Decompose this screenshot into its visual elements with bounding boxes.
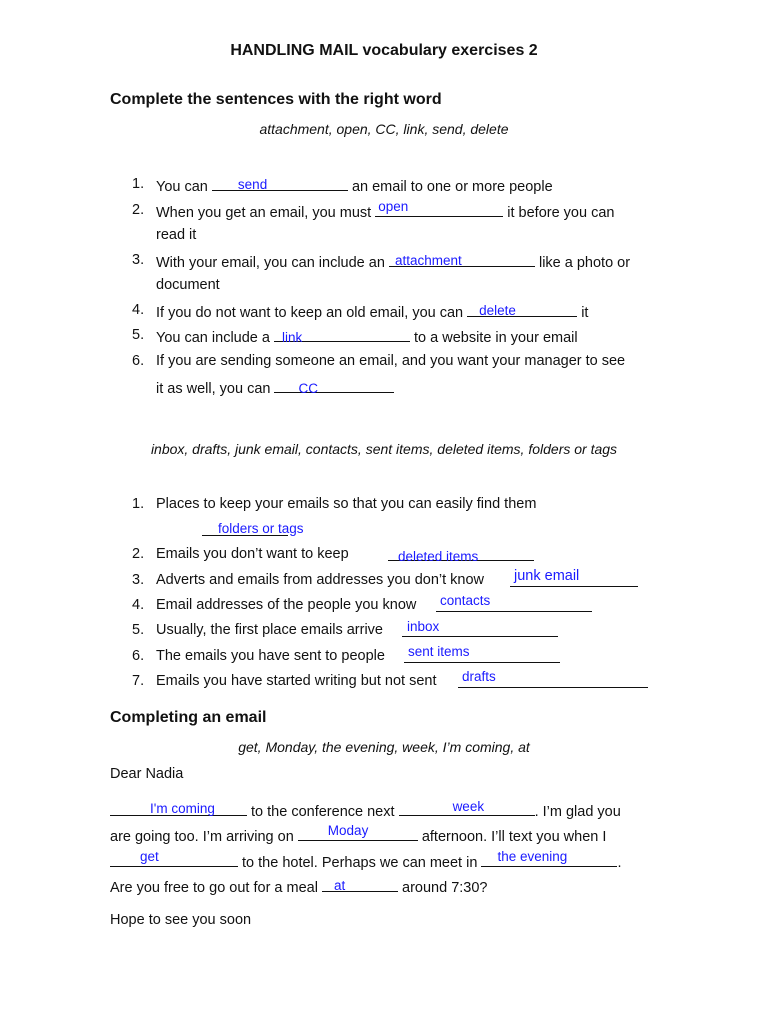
answer-blank[interactable] xyxy=(467,302,577,317)
section2-word-bank: inbox, drafts, junk email, contacts, sent items, deleted items, folders or tags xyxy=(150,441,618,457)
answer-text: delete xyxy=(479,303,516,318)
exercise-line-cont: document xyxy=(156,277,220,293)
answer-blank[interactable] xyxy=(298,823,418,841)
answer-text: attachment xyxy=(394,253,462,268)
item-number: 3. xyxy=(132,252,145,268)
page-title: HANDLING MAIL vocabulary exercises 2 xyxy=(230,42,538,59)
item-number: 5. xyxy=(132,622,145,638)
answer-blank[interactable] xyxy=(274,378,394,396)
section1-heading: Complete the sentences with the right word xyxy=(110,91,442,108)
answer-text: send xyxy=(237,177,268,192)
exercise-line: Emails you have started writing but not sent xyxy=(156,673,437,689)
item-number: 5. xyxy=(132,327,145,343)
item-number: 2. xyxy=(132,546,145,562)
answer-blank[interactable] xyxy=(402,619,558,642)
item-number: 3. xyxy=(132,572,145,588)
answer-blank[interactable] xyxy=(110,849,238,867)
exercise-line: If you are sending someone an email, and you want your manager to see xyxy=(156,353,626,369)
item-number: 2. xyxy=(132,202,145,218)
email-line: get to the hotel. Perhaps we can meet in the evening . xyxy=(110,852,621,871)
item-number: 1. xyxy=(132,176,145,192)
item-number: 7. xyxy=(132,673,145,689)
answer-blank[interactable] xyxy=(458,669,648,693)
answer-blank[interactable] xyxy=(389,252,535,267)
answer-text: link xyxy=(281,330,303,345)
answer-blank[interactable] xyxy=(436,593,592,617)
exercise-line: If you do not want to keep an old email, you can delete it xyxy=(156,303,589,321)
exercise-line: Places to keep your emails so that you can easily find them xyxy=(156,496,537,512)
section3-heading: Completing an email xyxy=(110,709,267,726)
exercise-line: When you get an email, you must open it before you can xyxy=(156,199,615,221)
email-closing: Hope to see you soon xyxy=(110,912,252,928)
answer-blank[interactable] xyxy=(404,644,560,668)
exercise-line: You can send an email to one or more people xyxy=(156,177,553,195)
answer-blank[interactable] xyxy=(322,877,398,892)
item-number: 4. xyxy=(132,302,145,318)
exercise-line-cont: read it xyxy=(156,227,197,243)
item-number: 1. xyxy=(132,496,145,512)
answer-blank[interactable] xyxy=(202,521,304,541)
exercise-line: Adverts and emails from addresses you don’t know xyxy=(156,572,485,588)
answer-blank[interactable] xyxy=(274,327,410,345)
answer-text: CC xyxy=(298,381,318,396)
answer-text: sent items xyxy=(408,644,470,659)
answer-text: drafts xyxy=(462,669,496,684)
email-line: are going too. I’m arriving on Moday afternoon. I’ll text you when I xyxy=(110,823,607,845)
answer-text: open xyxy=(378,199,409,214)
answer-text: contacts xyxy=(440,593,491,608)
answer-text: I'm coming xyxy=(150,801,215,816)
item-number: 6. xyxy=(132,353,145,369)
answer-blank[interactable] xyxy=(375,199,503,217)
answer-text: the evening xyxy=(497,849,568,864)
answer-text: deleted items xyxy=(398,549,479,564)
email-line: I'm coming to the conference next week . I’m glad you xyxy=(110,801,621,820)
email-line: Are you free to go out for a meal at around 7:30? xyxy=(110,878,488,896)
exercise-line: With your email, you can include an attachment like a photo or xyxy=(156,253,631,271)
exercise-line: The emails you have sent to people xyxy=(156,648,385,664)
answer-blank[interactable] xyxy=(510,568,638,592)
answer-blank[interactable] xyxy=(110,801,247,816)
answer-text: week xyxy=(452,799,485,814)
answer-blank[interactable] xyxy=(481,849,617,867)
exercise-line: Emails you don’t want to keep xyxy=(156,546,349,562)
exercise-line: Usually, the first place emails arrive xyxy=(156,622,383,638)
answer-blank[interactable] xyxy=(399,801,535,816)
exercise-line: Email addresses of the people you know xyxy=(156,597,417,613)
exercise-line-cont: it as well, you can CC xyxy=(156,378,394,397)
answer-text: junk email xyxy=(514,568,580,584)
item-number: 6. xyxy=(132,648,145,664)
answer-blank[interactable] xyxy=(388,546,534,566)
item-number: 4. xyxy=(132,597,145,613)
answer-text: folders or tags xyxy=(218,521,304,536)
exercise-line: You can include a link to a website in your email xyxy=(156,327,578,346)
answer-blank[interactable] xyxy=(212,176,348,191)
section1-word-bank: attachment, open, CC, link, send, delete xyxy=(259,121,509,137)
answer-text: get xyxy=(140,849,159,864)
answer-text: inbox xyxy=(407,619,440,634)
answer-text: at xyxy=(333,878,346,893)
section3-word-bank: get, Monday, the evening, week, I’m coming, at xyxy=(238,739,530,755)
email-greeting: Dear Nadia xyxy=(110,766,184,782)
answer-text: Moday xyxy=(327,823,369,838)
